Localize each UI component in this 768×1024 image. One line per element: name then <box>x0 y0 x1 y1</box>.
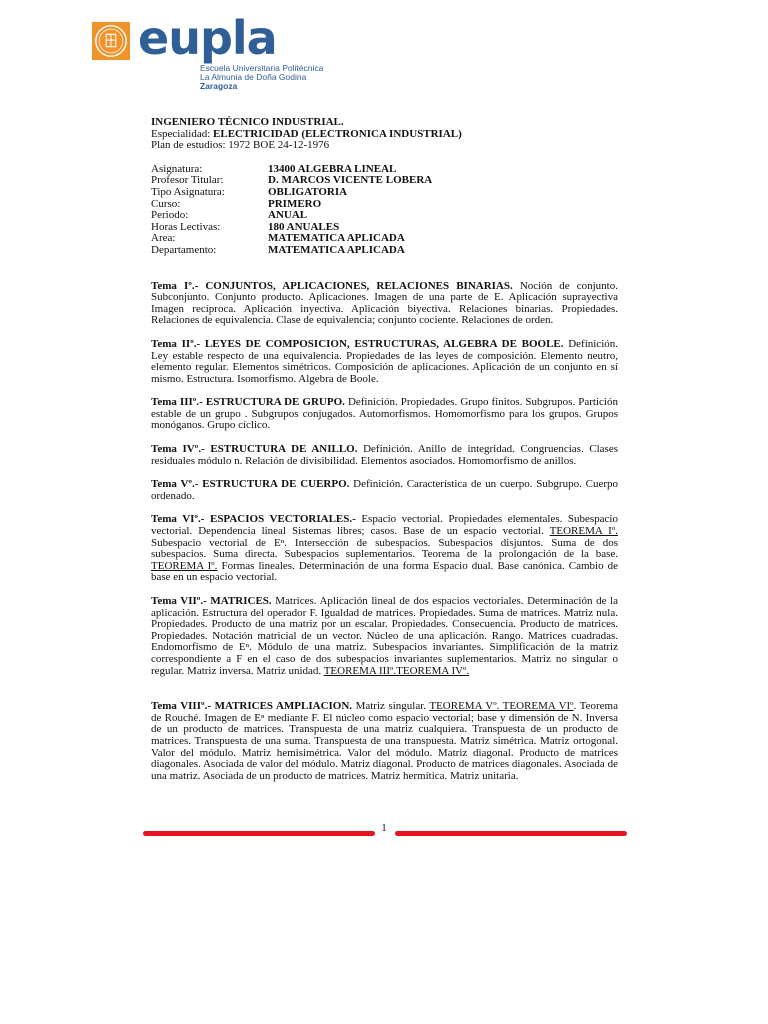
tema-7 <box>151 596 618 677</box>
tema-4 <box>151 444 618 467</box>
tema-body: Definición. Característica de un cuerpo. Subgrupo. Cuerpo ordenado. <box>151 478 618 502</box>
info-value: 180 ANUALES <box>268 220 340 233</box>
tema-title: Tema VIº.- ESPACIOS VECTORIALES.- <box>151 513 356 526</box>
tema-title: Tema IIº.- LEYES DE COMPOSICION, ESTRUCTURAS, ALGEBRA DE BOOLE. <box>151 337 564 350</box>
tema-6 <box>151 514 618 584</box>
tema-body: Matrices. Aplicación lineal de dos espacios vectoriales. Determinación de la aplicación. Estructura del operador F. Igualdad de matrices. Propiedades. Suma de matrices. Matriz nula. Propiedades. Producto de una matriz por un escalar. Propiedades. Consecuencia. Producto de matrices. Propiedades. Notación matricial de un vector. Núcleo de una aplicación. Rango. Matrices cuadradas. Endomorfismo de Eⁿ. Módulo de una matriz. Subespacios invariantes. Simplificación de la matriz correspondiente a F en el caso de dos subespacios invariantes suplementarios. Matriz no singular o regular. Matriz inversa. Matriz unidad. <box>151 595 618 677</box>
theorem-ref: TEOREMA IIIº.TEOREMA IVº. <box>323 664 470 677</box>
tema-title: Tema VIIº.- MATRICES. <box>151 595 272 607</box>
tema-body: Espacio vectorial. Propiedades elementales. Subespacio vectorial. Dependencia lineal Sistemas libres; casos. Base de un espacio vectorial. <box>151 513 618 538</box>
tema-body: . Teorema de Rouché. Imagen de Eⁿ mediante F. El núcleo como espacio vectorial; base y dimensión de N. Inversa de un producto de matrices. Transpuesta de una matriz cualquiera. Transpuesta de un producto de matrices. Transpuesta de una suma. Transpuesta de una transpuesta. Matriz simétrica. Matriz ortogonal. Valor del módulo. Matriz hemisimétrica. Valor del módulo. Matriz diagonal. Producto de matrices diagonales. Asociada de valor del módulo. Matriz diagonal. Producto de matrices diagonales. Asociada de una matriz. Asociada de un producto de matrices. Matriz hermítica. Matriz unitaria. <box>151 700 618 782</box>
info-label: Curso: <box>151 197 181 210</box>
tema-title: Tema Iº.- CONJUNTOS, APLICACIONES, RELACIONES BINARIAS. <box>151 279 513 292</box>
tema-title: Tema VIIIº.- MATRICES AMPLIACION. <box>151 700 353 713</box>
info-row-type <box>151 187 618 199</box>
eupla-logo <box>90 11 340 92</box>
logo-line-town: La Almunia de Doña Godina <box>200 72 307 82</box>
theorem-ref: TEOREMA Iº. <box>549 525 618 538</box>
info-row-course <box>151 199 618 211</box>
study-plan: Plan de estudios: 1972 BOE 24-12-1976 <box>151 139 330 152</box>
footer-rule-right <box>395 831 627 836</box>
document-body <box>151 117 618 794</box>
info-value: ANUAL <box>268 209 308 222</box>
info-label: Departamento: <box>151 243 217 256</box>
info-label: Periodo: <box>151 209 189 222</box>
tema-body: Noción de conjunto. Subconjunto. Conjunto producto. Aplicaciones. Imagen de una parte de E. Aplicación suprayectiva Imagen recíproca. Aplicación inyectiva. Aplicación biyectiva. Relaciones binarias. Propiedades. Relaciones de equivalencia. Clase de equivalencia; conjunto cociente. Relaciones de orden. <box>151 279 618 327</box>
tema-body: Definición. Ley estable respecto de una equivalencia. Propiedades de las leyes de composición. Elemento neutro, elemento regular. Elementos simétricos. Composición de aplicaciones. Aplicación de un conjunto en sí mismo. Estructura. Isomorfismo. Algebra de Boole. <box>151 337 618 385</box>
tema-1 <box>151 281 618 327</box>
tema-body: Matriz singular. <box>352 700 430 713</box>
tema-body: Definición. Anillo de integridad. Congruencias. Clases residuales módulo n. Relación de divisibilidad. Elementos asociados. Homomorfismo de anillos. <box>151 443 618 467</box>
info-value: D. MARCOS VICENTE LOBERA <box>268 174 433 187</box>
logo-line-city: Zaragoza <box>200 81 238 91</box>
footer-rule-left <box>143 831 375 836</box>
info-value: 13400 ALGEBRA LINEAL <box>268 162 397 175</box>
info-value: MATEMATICA APLICADA <box>268 243 405 256</box>
specialty-label: Especialidad: <box>151 127 214 140</box>
tema-title: Tema IVº.- ESTRUCTURA DE ANILLO. <box>151 443 358 456</box>
logo-wordmark: eupla <box>138 11 277 65</box>
info-value: PRIMERO <box>268 197 322 210</box>
tema-title: Tema Vº.- ESTRUCTURA DE CUERPO. <box>151 478 350 491</box>
info-value: OBLIGATORIA <box>268 185 348 198</box>
degree-title: INGENIERO TÉCNICO INDUSTRIAL. <box>151 116 344 128</box>
logo-line-school: Escuela Universitaria Politécnica <box>200 63 324 73</box>
tema-body: Formas lineales. Determinación de una forma Espacio dual. Base canónica. Cambio de base en un espacio vectorial. <box>151 559 618 584</box>
info-label: Area: <box>151 232 176 245</box>
tema-body: Subespacio vectorial de Eⁿ. Intersección de subespacios. Subespacios disjuntos. Suma de dos subespacios. Suma directa. Subespacios suplementarios. Teorema de la prolongación de la base. <box>151 536 618 561</box>
info-label: Asignatura: <box>151 162 203 175</box>
specialty-value: ELECTRICIDAD (ELECTRONICA INDUSTRIAL) <box>213 127 462 140</box>
tema-2 <box>151 339 618 385</box>
info-row-period <box>151 210 618 222</box>
theorem-ref: TEOREMA Vº. TEOREMA VIº <box>429 700 574 713</box>
tema-title: Tema IIIº.- ESTRUCTURA DE GRUPO. <box>151 396 345 409</box>
tema-5 <box>151 479 618 502</box>
tema-3 <box>151 397 618 432</box>
page-number: 1 <box>381 822 387 834</box>
info-value: MATEMATICA APLICADA <box>268 232 405 245</box>
info-label: Horas Lectivas: <box>151 220 221 233</box>
theorem-ref: TEOREMA Iº. <box>151 559 218 572</box>
university-seal-icon <box>92 22 130 60</box>
tema-body: Definición. Propiedades. Grupo finitos. Subgrupos. Partición estable de un grupo . Subgrupos conjugados. Automorfismos. Homomorfismo para los grupos. Grupos monóganos. Grupo cíclico. <box>151 396 618 432</box>
info-row-department <box>151 245 618 257</box>
info-label: Profesor Titular: <box>151 174 224 187</box>
tema-8 <box>151 701 618 782</box>
info-label: Tipo Asignatura: <box>151 185 225 198</box>
page-footer <box>0 822 768 842</box>
